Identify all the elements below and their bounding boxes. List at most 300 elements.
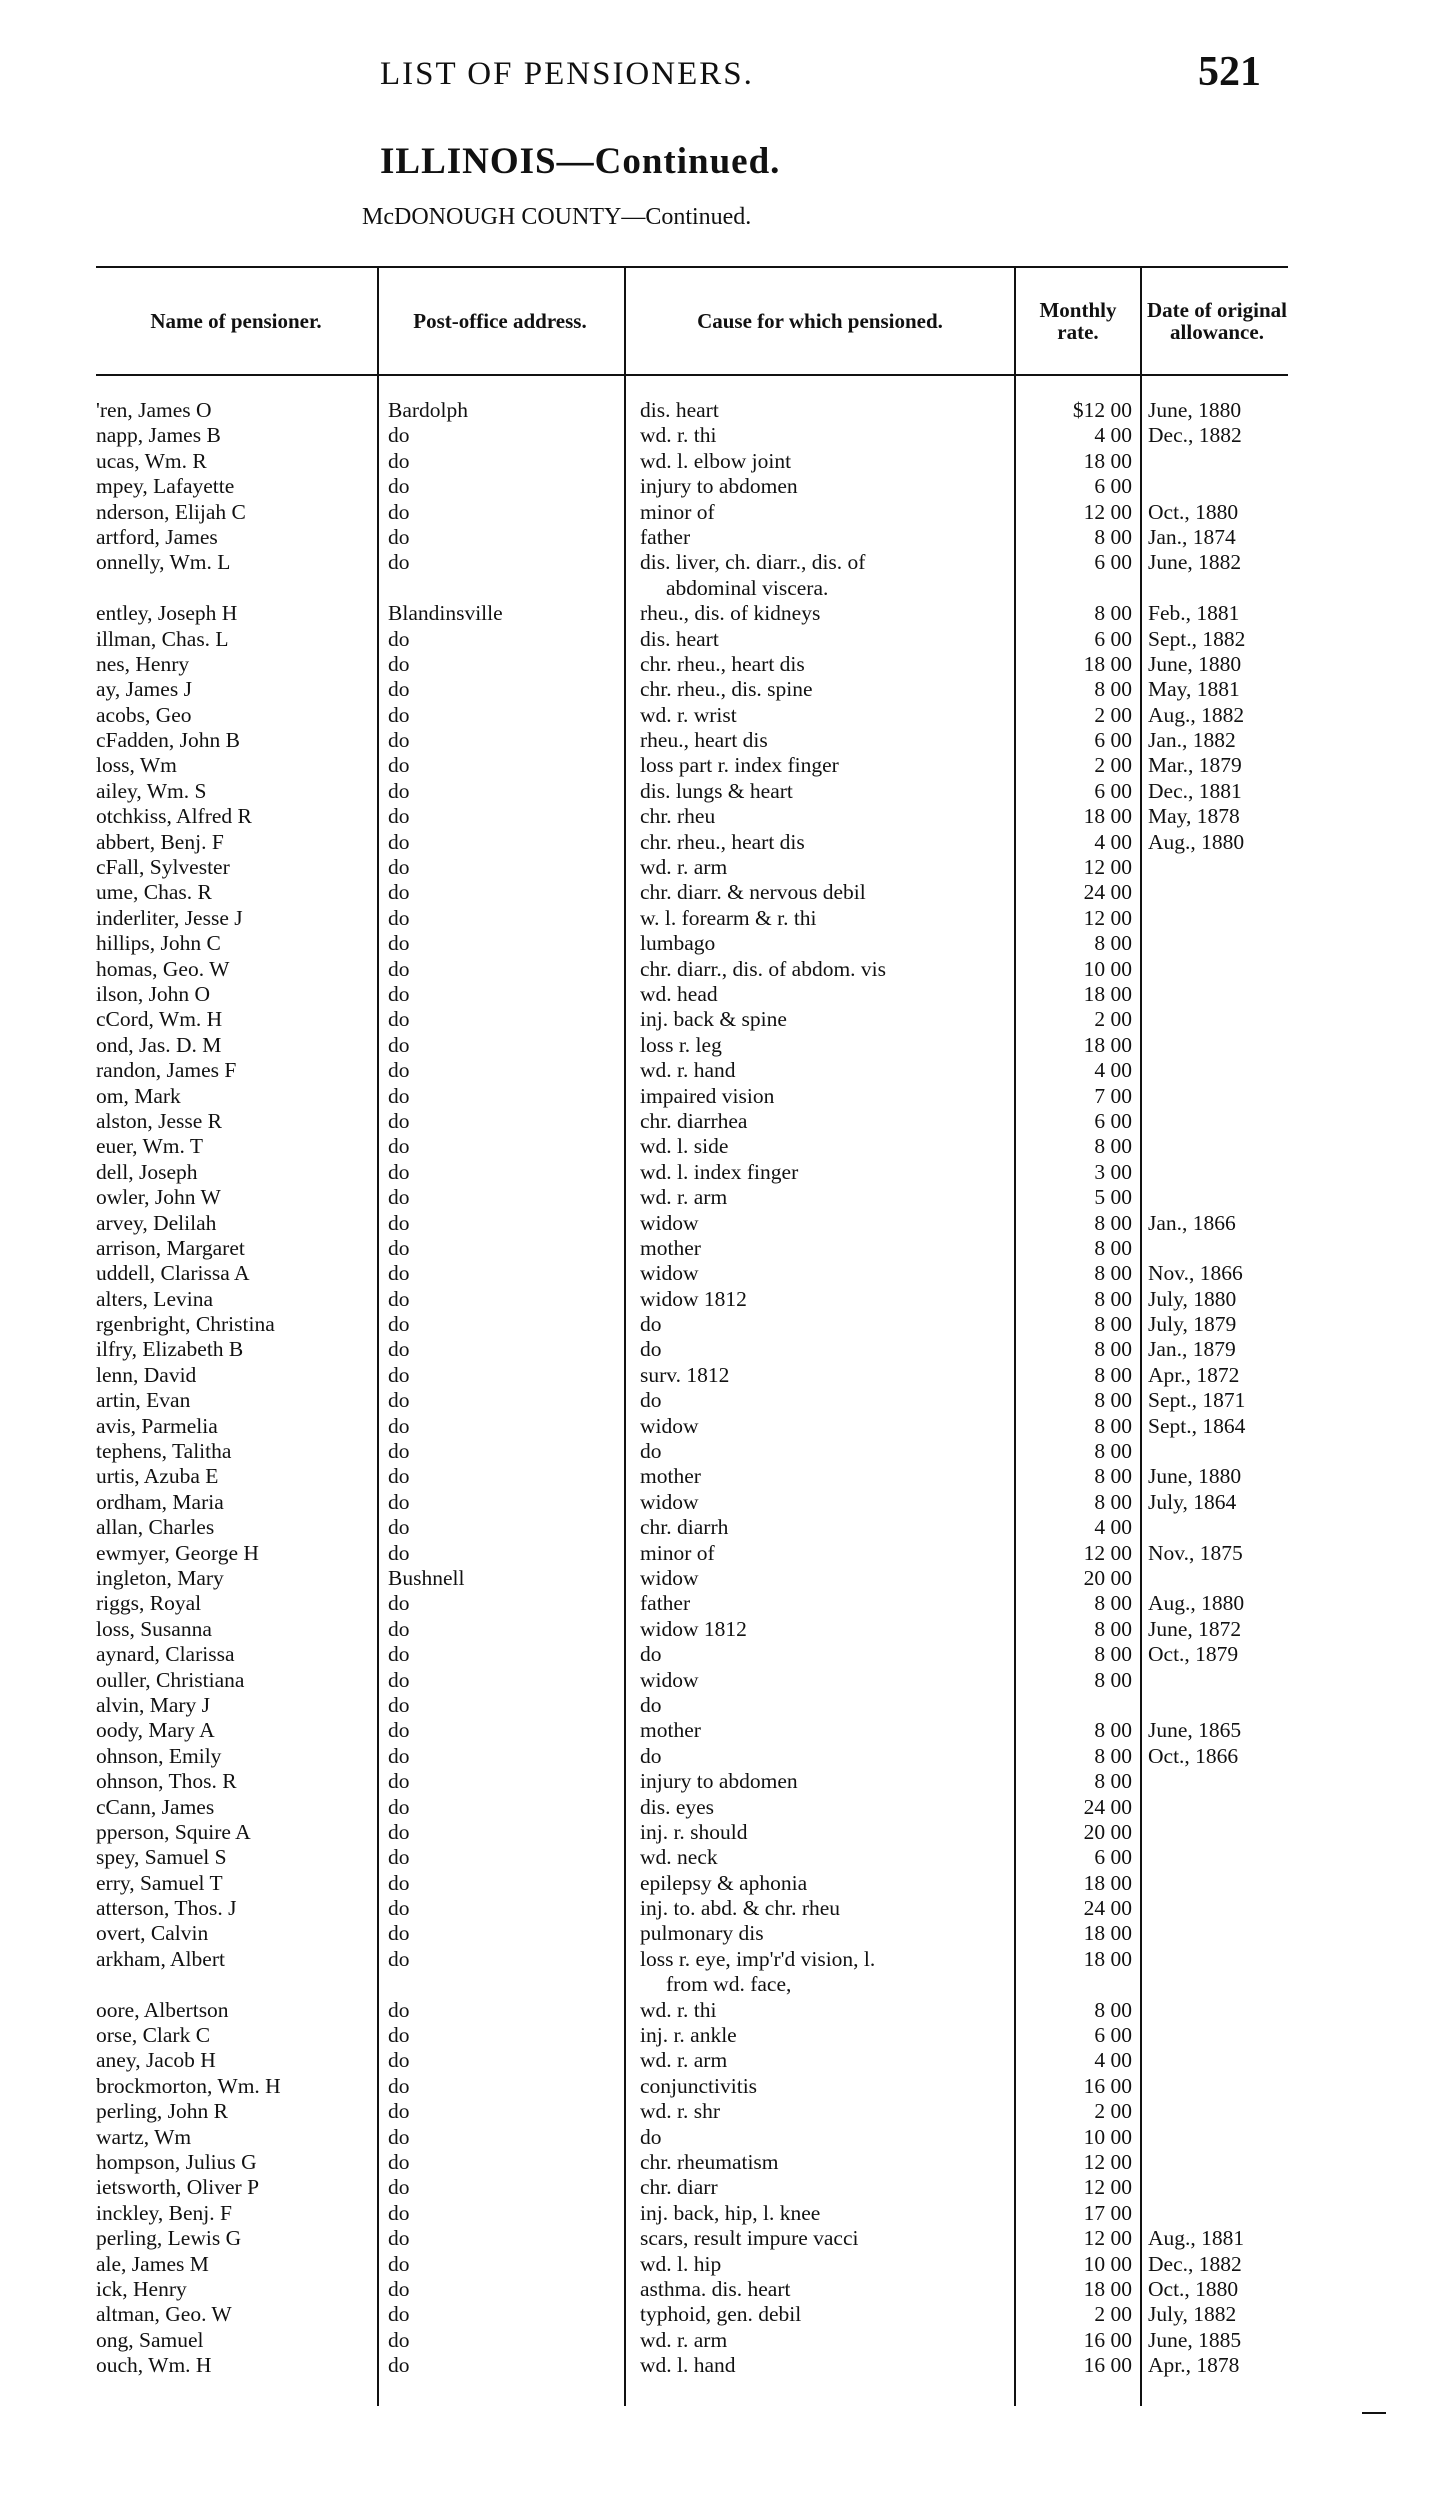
monthly-rate-text: 12 00	[1083, 2226, 1132, 2251]
monthly-rate	[1020, 2023, 1132, 2048]
monthly-rate	[1020, 1058, 1132, 1083]
table-row	[0, 2099, 1455, 2124]
cause-text: rheu., dis. of kidneys	[640, 601, 821, 626]
post-office-text: do	[388, 448, 410, 473]
table-row	[0, 1388, 1455, 1413]
pensioner-name-text: hompson, Julius G	[96, 2149, 257, 2174]
monthly-rate-text: 24 00	[1083, 1896, 1132, 1921]
monthly-rate-text: 12 00	[1083, 1540, 1132, 1565]
allowance-date	[1148, 728, 1288, 753]
cause-text: do	[640, 1337, 662, 1362]
monthly-rate-text: 6 00	[1094, 550, 1132, 575]
cause	[640, 1312, 1008, 1337]
monthly-rate-text: 2 00	[1094, 753, 1132, 778]
monthly-rate	[1020, 753, 1132, 778]
cause	[640, 1109, 1008, 1134]
cause	[640, 753, 1008, 778]
post-office-text: do	[388, 1921, 410, 1946]
cause	[640, 1566, 1008, 1591]
table-row	[0, 779, 1455, 804]
allowance-date-text: July, 1880	[1148, 1286, 1237, 1311]
pensioner-name	[96, 1998, 368, 2023]
pensioner-name-text: onnelly, Wm. L	[96, 550, 231, 575]
cause-text: widow	[640, 1261, 699, 1286]
table-row	[0, 1414, 1455, 1439]
cause-text: inj. back, hip, l. knee	[640, 2200, 821, 2225]
cause	[640, 1261, 1008, 1286]
pensioner-name	[96, 677, 368, 702]
post-office-text: do	[388, 1464, 410, 1489]
pensioner-name-text: perling, Lewis G	[96, 2226, 242, 2251]
post-office-text: do	[388, 753, 410, 778]
cause	[640, 1845, 1008, 1870]
allowance-date	[1148, 804, 1288, 829]
allowance-date-text: Oct., 1880	[1148, 499, 1239, 524]
allowance-date-text: Oct., 1866	[1148, 1743, 1239, 1768]
pensioner-name-text: otchkiss, Alfred R	[96, 804, 252, 829]
cause-text: widow	[640, 1210, 699, 1235]
table-row	[0, 1134, 1455, 1159]
post-office-text: do	[388, 1210, 410, 1235]
post-office-text: do	[388, 1642, 410, 1667]
pensioner-name-text: 'ren, James O	[96, 398, 212, 422]
post-office	[388, 2099, 616, 2124]
cause-text: chr. diarr. & nervous debil	[640, 880, 866, 905]
post-office	[388, 1236, 616, 1261]
pensioner-name	[96, 2074, 368, 2099]
monthly-rate	[1020, 2226, 1132, 2251]
table-row	[0, 423, 1455, 448]
post-office	[388, 1515, 616, 1540]
table-row	[0, 1541, 1455, 1566]
post-office	[388, 2023, 616, 2048]
cause-text: lumbago	[640, 931, 716, 956]
table-row	[0, 2023, 1455, 2048]
cause-text: wd. head	[640, 982, 718, 1006]
monthly-rate-text: 20 00	[1083, 1819, 1132, 1844]
pensioner-name	[96, 1134, 368, 1159]
post-office	[388, 1795, 616, 1820]
cause	[640, 728, 1008, 753]
monthly-rate-text: 18 00	[1083, 2276, 1132, 2301]
pensioner-name-text: pperson, Squire A	[96, 1819, 251, 1844]
post-office	[388, 2175, 616, 2200]
table-row	[0, 1439, 1455, 1464]
pensioner-name	[96, 779, 368, 804]
cause	[640, 804, 1008, 829]
pensioner-name	[96, 1693, 368, 1718]
pensioner-name-text: arrison, Margaret	[96, 1235, 245, 1260]
post-office	[388, 2201, 616, 2226]
pensioner-name	[96, 1795, 368, 1820]
post-office-text: do	[388, 499, 410, 524]
monthly-rate-text: 3 00	[1094, 1159, 1132, 1184]
table-row	[0, 1236, 1455, 1261]
table-row	[0, 1058, 1455, 1083]
monthly-rate-text: $12 00	[1072, 398, 1132, 422]
table-row	[0, 880, 1455, 905]
monthly-rate-text: 2 00	[1094, 1007, 1132, 1032]
cause-text: do	[640, 1642, 662, 1667]
table-row	[0, 2328, 1455, 2353]
cause-text: asthma. dis. heart	[640, 2276, 791, 2301]
pensioner-name	[96, 1947, 368, 1972]
table-row	[0, 855, 1455, 880]
post-office-text: Blandinsville	[388, 601, 503, 626]
monthly-rate	[1020, 1921, 1132, 1946]
cause	[640, 2074, 1008, 2099]
pensioner-name-text: overt, Calvin	[96, 1921, 209, 1946]
cause	[640, 982, 1008, 1007]
post-office-text: do	[388, 982, 410, 1006]
cause	[640, 1668, 1008, 1693]
post-office-text: do	[388, 2226, 410, 2251]
pensioner-name-text: loss, Susanna	[96, 1616, 212, 1641]
monthly-rate-text: 8 00	[1094, 1642, 1132, 1667]
cause-text: wd. r. thi	[640, 423, 717, 448]
pensioner-name	[96, 652, 368, 677]
cause	[640, 1921, 1008, 1946]
cause-text: epilepsy & aphonia	[640, 1870, 808, 1895]
post-office-text: do	[388, 1845, 410, 1870]
monthly-rate-text: 4 00	[1094, 829, 1132, 854]
table-row	[0, 1211, 1455, 1236]
post-office	[388, 2125, 616, 2150]
post-office	[388, 1617, 616, 1642]
post-office	[388, 1693, 616, 1718]
post-office-text: do	[388, 931, 410, 956]
monthly-rate	[1020, 627, 1132, 652]
table-row	[0, 1642, 1455, 1667]
table-row	[0, 1261, 1455, 1286]
monthly-rate	[1020, 423, 1132, 448]
pensioner-name	[96, 1744, 368, 1769]
post-office-text: do	[388, 1312, 410, 1337]
monthly-rate	[1020, 2328, 1132, 2353]
post-office	[388, 550, 616, 575]
monthly-rate	[1020, 1185, 1132, 1210]
post-office-text: do	[388, 1667, 410, 1692]
post-office-text: do	[388, 1616, 410, 1641]
post-office	[388, 728, 616, 753]
pensioner-name-text: ucas, Wm. R	[96, 448, 207, 473]
post-office-text: do	[388, 2200, 410, 2225]
post-office	[388, 880, 616, 905]
pensioner-name-text: cFall, Sylvester	[96, 855, 230, 880]
cause	[640, 2252, 1008, 2277]
allowance-date	[1148, 1718, 1288, 1743]
pensioner-name-text: altman, Geo. W	[96, 2302, 232, 2327]
allowance-date-text: Apr., 1872	[1148, 1362, 1240, 1387]
cause-text: do	[640, 2124, 662, 2149]
monthly-rate	[1020, 2252, 1132, 2277]
monthly-rate	[1020, 1363, 1132, 1388]
cause	[640, 957, 1008, 982]
table-row	[0, 601, 1455, 626]
post-office-text: do	[388, 1591, 410, 1616]
monthly-rate-text: 10 00	[1083, 956, 1132, 981]
pensioner-name-text: artford, James	[96, 524, 218, 549]
monthly-rate	[1020, 703, 1132, 728]
monthly-rate-text: 18 00	[1083, 1032, 1132, 1057]
allowance-date	[1148, 627, 1288, 652]
allowance-date	[1148, 1591, 1288, 1616]
allowance-date	[1148, 601, 1288, 626]
pensioner-name	[96, 1211, 368, 1236]
pensioner-name-text: owler, John W	[96, 1185, 221, 1210]
monthly-rate	[1020, 2353, 1132, 2378]
cause-text: wd. l. elbow joint	[640, 448, 792, 473]
pensioner-name-text: illman, Chas. L	[96, 626, 229, 651]
monthly-rate-text: 2 00	[1094, 2099, 1132, 2124]
allowance-date	[1148, 1541, 1288, 1566]
monthly-rate	[1020, 779, 1132, 804]
post-office-text: do	[388, 1769, 410, 1794]
post-office-text: do	[388, 1235, 410, 1260]
cause-text: dis. eyes	[640, 1794, 715, 1819]
post-office	[388, 1388, 616, 1413]
allowance-date-text: Aug., 1880	[1148, 829, 1245, 854]
cause	[640, 1769, 1008, 1794]
cause	[640, 525, 1008, 550]
allowance-date-text: Jan., 1874	[1148, 524, 1236, 549]
post-office-text: do	[388, 1743, 410, 1768]
post-office-text: do	[388, 1362, 410, 1387]
post-office	[388, 779, 616, 804]
allowance-date-text: June, 1885	[1148, 2327, 1242, 2352]
cause-text: wd. r. wrist	[640, 702, 737, 727]
cause	[640, 2125, 1008, 2150]
cause	[640, 1337, 1008, 1362]
pensioner-name-text: ouch, Wm. H	[96, 2353, 212, 2378]
cause	[640, 1541, 1008, 1566]
cause	[640, 677, 1008, 702]
table-row	[0, 1287, 1455, 1312]
post-office	[388, 1744, 616, 1769]
pensioner-name	[96, 1845, 368, 1870]
cause	[640, 1363, 1008, 1388]
post-office-text: do	[388, 778, 410, 803]
monthly-rate	[1020, 1566, 1132, 1591]
pensioner-name-text: ilson, John O	[96, 982, 211, 1006]
allowance-date-text: Dec., 1882	[1148, 423, 1242, 448]
post-office	[388, 474, 616, 499]
pensioner-name-text: cCann, James	[96, 1794, 215, 1819]
header-post-office: Post-office address.	[413, 309, 587, 333]
pensioner-name-text: arvey, Delilah	[96, 1210, 217, 1235]
monthly-rate	[1020, 1084, 1132, 1109]
post-office	[388, 398, 616, 423]
pensioner-name	[96, 1337, 368, 1362]
monthly-rate-text: 4 00	[1094, 423, 1132, 448]
pensioner-name	[96, 1490, 368, 1515]
allowance-date-text: Aug., 1881	[1148, 2226, 1245, 2251]
allowance-date	[1148, 652, 1288, 677]
post-office-text: do	[388, 1337, 410, 1362]
post-office-text: do	[388, 1946, 410, 1971]
pensioner-name	[96, 957, 368, 982]
cause-text: wd. l. hip	[640, 2251, 722, 2276]
post-office-text: do	[388, 2302, 410, 2327]
post-office	[388, 957, 616, 982]
pensioner-name-text: om, Mark	[96, 1083, 181, 1108]
pensioner-name	[96, 982, 368, 1007]
post-office	[388, 1947, 616, 1972]
pensioner-name	[96, 1414, 368, 1439]
monthly-rate-text: 4 00	[1094, 2048, 1132, 2073]
post-office-text: do	[388, 2048, 410, 2073]
monthly-rate	[1020, 1617, 1132, 1642]
table-row	[0, 525, 1455, 550]
monthly-rate	[1020, 1439, 1132, 1464]
table-row	[0, 2252, 1455, 2277]
pensioner-name	[96, 1388, 368, 1413]
pensioner-name-text: ume, Chas. R	[96, 880, 212, 905]
pensioner-name	[96, 2150, 368, 2175]
cause-text: dis. heart	[640, 398, 719, 422]
table-row	[0, 2201, 1455, 2226]
post-office	[388, 1998, 616, 2023]
post-office	[388, 2048, 616, 2073]
pensioner-name	[96, 703, 368, 728]
pensioner-name-text: atterson, Thos. J	[96, 1896, 237, 1921]
table-row	[0, 550, 1455, 601]
pensioner-name-text: ohnson, Thos. R	[96, 1769, 237, 1794]
post-office	[388, 1490, 616, 1515]
cause	[640, 1515, 1008, 1540]
monthly-rate	[1020, 1464, 1132, 1489]
post-office-text: do	[388, 2099, 410, 2124]
post-office-text: do	[388, 1515, 410, 1540]
pensioner-name-text: oore, Albertson	[96, 1997, 229, 2022]
monthly-rate-text: 6 00	[1094, 728, 1132, 753]
monthly-rate	[1020, 2150, 1132, 2175]
post-office	[388, 1566, 616, 1591]
cause-text: chr. diarr	[640, 2175, 718, 2200]
pensioner-name	[96, 728, 368, 753]
monthly-rate	[1020, 398, 1132, 423]
monthly-rate	[1020, 1312, 1132, 1337]
allowance-date-text: Jan., 1879	[1148, 1337, 1236, 1362]
pensioner-name-text: aynard, Clarissa	[96, 1642, 235, 1667]
monthly-rate	[1020, 1490, 1132, 1515]
allowance-date-text: May, 1881	[1148, 677, 1240, 702]
monthly-rate-text: 8 00	[1094, 1362, 1132, 1387]
monthly-rate	[1020, 906, 1132, 931]
pensioner-name	[96, 1591, 368, 1616]
monthly-rate-text: 8 00	[1094, 1464, 1132, 1489]
monthly-rate	[1020, 1769, 1132, 1794]
cause	[640, 2150, 1008, 2175]
allowance-date	[1148, 1490, 1288, 1515]
pensioner-name	[96, 1896, 368, 1921]
table-row	[0, 1363, 1455, 1388]
pensioner-name-text: entley, Joseph H	[96, 601, 238, 626]
cause-text: wd. neck	[640, 1845, 718, 1870]
monthly-rate	[1020, 601, 1132, 626]
monthly-rate	[1020, 931, 1132, 956]
pensioner-name	[96, 2353, 368, 2378]
page-number: 521	[1198, 49, 1261, 95]
cause-text: chr. rheu., heart dis	[640, 829, 805, 854]
monthly-rate-text: 8 00	[1094, 1388, 1132, 1413]
monthly-rate	[1020, 1007, 1132, 1032]
cause	[640, 474, 1008, 499]
allowance-date	[1148, 1211, 1288, 1236]
pensioner-name-text: oody, Mary A	[96, 1718, 215, 1743]
pensioner-name-text: perling, John R	[96, 2099, 228, 2124]
table-row	[0, 1464, 1455, 1489]
monthly-rate	[1020, 1541, 1132, 1566]
post-office-text: do	[388, 829, 410, 854]
allowance-date	[1148, 2252, 1288, 2277]
allowance-date	[1148, 550, 1288, 575]
pensioner-name-text: ick, Henry	[96, 2276, 187, 2301]
allowance-date	[1148, 779, 1288, 804]
monthly-rate	[1020, 2125, 1132, 2150]
pensioner-name	[96, 2328, 368, 2353]
cause-text: surv. 1812	[640, 1362, 730, 1387]
post-office-text: do	[388, 1261, 410, 1286]
pensioner-name-text: nes, Henry	[96, 651, 190, 676]
monthly-rate	[1020, 1160, 1132, 1185]
table-row	[0, 2353, 1455, 2378]
monthly-rate	[1020, 550, 1132, 575]
post-office-text: Bardolph	[388, 398, 469, 422]
post-office	[388, 1287, 616, 1312]
pensioner-name	[96, 1261, 368, 1286]
pensioner-name	[96, 1236, 368, 1261]
monthly-rate	[1020, 1642, 1132, 1667]
allowance-date-text: Sept., 1871	[1148, 1388, 1246, 1413]
cause	[640, 2099, 1008, 2124]
allowance-date	[1148, 1464, 1288, 1489]
post-office-text: do	[388, 2124, 410, 2149]
monthly-rate-text: 7 00	[1094, 1083, 1132, 1108]
monthly-rate-text: 16 00	[1083, 2073, 1132, 2098]
pensioner-name	[96, 1820, 368, 1845]
cause	[640, 550, 1008, 601]
post-office-text: do	[388, 728, 410, 753]
allowance-date	[1148, 500, 1288, 525]
cause-text: conjunctivitis	[640, 2073, 758, 2098]
monthly-rate	[1020, 1795, 1132, 1820]
pensioner-name	[96, 1871, 368, 1896]
cause-text: wd. r. hand	[640, 1058, 736, 1083]
allowance-date-text: July, 1879	[1148, 1312, 1237, 1337]
allowance-date	[1148, 1337, 1288, 1362]
pensioner-name	[96, 1541, 368, 1566]
post-office	[388, 627, 616, 652]
post-office-text: do	[388, 550, 410, 575]
post-office-text: Bushnell	[388, 1565, 465, 1590]
post-office-text: do	[388, 2251, 410, 2276]
monthly-rate	[1020, 1414, 1132, 1439]
state-heading: ILLINOIS—Continued.	[380, 141, 781, 182]
post-office-text: do	[388, 1108, 410, 1133]
table-row	[0, 703, 1455, 728]
monthly-rate	[1020, 957, 1132, 982]
table-row	[0, 2226, 1455, 2251]
monthly-rate-text: 8 00	[1094, 1997, 1132, 2022]
table-row	[0, 449, 1455, 474]
cause-text: father	[640, 1591, 691, 1616]
table-row	[0, 1337, 1455, 1362]
post-office-text: do	[388, 1870, 410, 1895]
cause	[640, 652, 1008, 677]
monthly-rate	[1020, 1871, 1132, 1896]
cause	[640, 1388, 1008, 1413]
